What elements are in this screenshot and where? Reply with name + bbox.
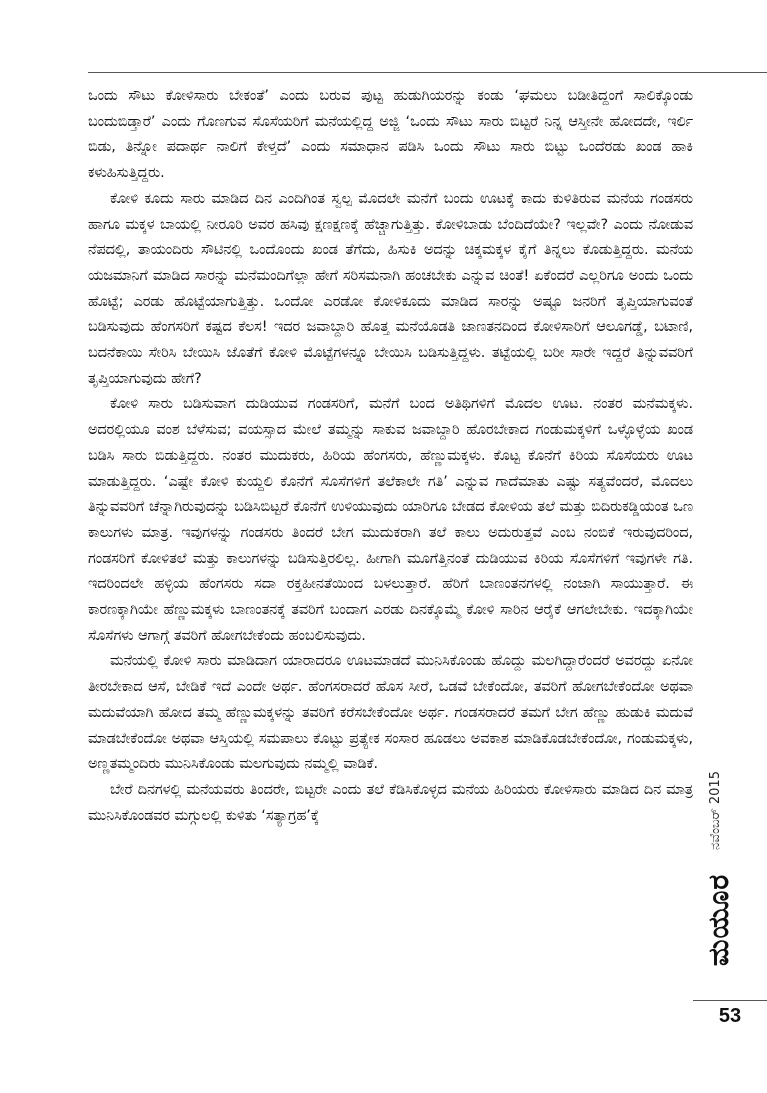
article-paragraph-5: ಬೇರೆ ದಿನಗಳಲ್ಲಿ ಮನೆಯವರು ತಿಂದರೇ, ಬಿಟ್ಟರೇ ಎಂದು ತಲೆ ಕೆಡಿಸಿಕೊಳ್ಳದ ಮನೆಯ ಹಿರಿಯರು ಕೋಳಿಸಾರು ಮಾಡಿದ ದಿನ ಮಾತ್ರ ಮುನಿಸಿಕೊಂಡವರ ಮಗ್ಗುಲಲ್ಲಿ ಕುಳಿತು ‘ಸತ್ಯಾಗ್ರಹ’ಕ್ಕೆ bbox=[88, 781, 693, 824]
page-number-rule bbox=[693, 1000, 767, 1001]
article-paragraph-1: ಒಂದು ಸೌಟು ಕೋಳಿಸಾರು ಬೇಕಂತೆ’ ಎಂದು ಬರುವ ಪುಟ್ಟ ಹುಡುಗಿಯರನ್ನು ಕಂಡು ‘ಘಮಲು ಬಡೀತಿದ್ದಂಗೆ ಸಾಲಿಕ್ಕೊಂಡು ಬಂದುಬಿಡ್ತಾರೆ’ ಎಂದು ಗೊಣಗುವ ಸೊಸೆಯರಿಗೆ ಮನೆಯಲ್ಲಿದ್ದ ಅಜ್ಜಿ ‘ಒಂದು ಸೌಟು ಸಾರು ಬಿಟ್ಟರೆ ನಿನ್ನ ಆಸ್ತೀನೇ ಹೋದದೇ, ಇರ್ಲಿ ಬಿಡು, ತಿನ್ನೋ ಪದಾರ್ಥ ನಾಲಿಗೆ ಕೇಳ್ತದೆ’ ಎಂದು ಸಮಾಧಾನ ಪಡಿಸಿ ಒಂದು ಸೌಟು ಸಾರು ಬಿಟ್ಟು ಒಂದೆರಡು ಖಂಡ ಹಾಕಿ ಕಳುಹಿಸುತ್ತಿದ್ದರು. bbox=[88, 88, 693, 182]
magazine-logo: ಮಯೂರ bbox=[702, 873, 735, 967]
article-paragraph-4: ಮನೆಯಲ್ಲಿ ಕೋಳಿ ಸಾರು ಮಾಡಿದಾಗ ಯಾರಾದರೂ ಊಟಮಾಡದೆ ಮುನಿಸಿಕೊಂಡು ಹೊದ್ದು ಮಲಗಿದ್ದಾರೆಂದರೆ ಅವರದ್ದು ಏನೋ ತೀರಬೇಕಾದ ಆಸೆ, ಬೇಡಿಕೆ ಇದೆ ಎಂದೇ ಅರ್ಥ. ಹೆಂಗಸರಾದರೆ ಹೊಸ ಸೀರೆ, ಒಡವೆ ಬೇಕೆಂದೋ, ತವರಿಗೆ ಹೋಗಬೇಕೆಂದೋ ಅಥವಾ ಮದುವೆಯಾಗಿ ಹೋದ ತಮ್ಮ ಹೆಣ್ಣುಮಕ್ಕಳನ್ನು ತವರಿಗೆ ಕರೆಸಬೇಕೆಂದೋ ಅರ್ಥ. ಗಂಡಸರಾದರೆ ತಮಗೆ ಬೇಗ ಹೆಣ್ಣು ಹುಡುಕಿ ಮದುವೆ ಮಾಡಬೇಕೆಂದೋ ಅಥವಾ ಆಸ್ತಿಯಲ್ಲಿ ಸಮಪಾಲು ಕೊಟ್ಟು ಪ್ರತ್ಯೇಕ ಸಂಸಾರ ಹೂಡಲು ಅವಕಾಶ ಮಾಡಿಕೊಡಬೇಕೆಂದೋ, ಗಂಡುಮಕ್ಕಳು, ಅಣ್ಣತಮ್ಮಂದಿರು ಮುನಿಸಿಕೊಂಡು ಮಲಗುವುದು ನಮ್ಮಲ್ಲಿ ವಾಡಿಕೆ. bbox=[88, 653, 693, 773]
article-paragraph-3: ಕೋಳಿ ಸಾರು ಬಡಿಸುವಾಗ ದುಡಿಯುವ ಗಂಡಸರಿಗೆ, ಮನೆಗೆ ಬಂದ ಅತಿಥಿಗಳಿಗೆ ಮೊದಲ ಊಟ. ನಂತರ ಮನೆಮಕ್ಕಳು. ಅದರಲ್ಲಿಯೂ ವಂಶ ಬೆಳೆಸುವ; ವಯಸ್ಸಾದ ಮೇಲೆ ತಮ್ಮನ್ನು ಸಾಕುವ ಜವಾಬ್ದಾರಿ ಹೊರಬೇಕಾದ ಗಂಡುಮಕ್ಕಳಿಗೆ ಒಳ್ಳೊಳ್ಳೆಯ ಖಂಡ ಬಡಿಸಿ ಸಾರು ಬಿಡುತ್ತಿದ್ದರು. ನಂತರ ಮುದುಕರು, ಹಿರಿಯ ಹೆಂಗಸರು, ಹೆಣ್ಣುಮಕ್ಕಳು. ಕೊಟ್ಟ ಕೊನೆಗೆ ಕಿರಿಯ ಸೊಸೆಯರು ಊಟ ಮಾಡುತ್ತಿದ್ದರು. ‘ಎಷ್ಟೇ ಕೋಳಿ ಕುಯ್ದಲಿ ಕೊನೆಗೆ ಸೊಸೆಗಳಿಗೆ ತಲೆಕಾಲೇ ಗತಿ’ ಎನ್ನುವ ಗಾದೆಮಾತು ಎಷ್ಟು ಸತ್ಯವೆಂದರೆ, ಮೊದಲು ತಿನ್ನುವವರಿಗೆ ಚೆನ್ನಾಗಿರುವುದನ್ನು ಬಡಿಸಿಬಿಟ್ಟರೆ ಕೊನೆಗೆ ಉಳಿಯುವುದು ಯಾರಿಗೂ ಬೇಡದ ಕೋಳಿಯ ತಲೆ ಮತ್ತು ಬಿದಿರುಕಡ್ಡಿಯಂತ ಒಣ ಕಾಲುಗಳು ಮಾತ್ರ. ಇವುಗಳನ್ನು ಗಂಡಸರು ತಿಂದರೆ ಬೇಗ ಮುದುಕರಾಗಿ ತಲೆ ಕಾಲು ಅದುರುತ್ತವೆ ಎಂಬ ನಂಬಿಕೆ ಇರುವುದರಿಂದ, ಗಂಡಸರಿಗೆ ಕೋಳಿತಲೆ ಮತ್ತು ಕಾಲುಗಳನ್ನು ಬಡಿಸುತ್ತಿರಲಿಲ್ಲ. ಹೀಗಾಗಿ ಮೂಗೆತ್ತಿನಂತೆ ದುಡಿಯುವ ಕಿರಿಯ ಸೊಸೆಗಳಿಗೆ ಇವುಗಳೇ ಗತಿ. ಇದರಿಂದಲೇ ಹಳ್ಳಿಯ ಹೆಂಗಸರು ಸದಾ ರಕ್ತಹೀನತೆಯಿಂದ ಬಳಲುತ್ತಾರೆ. ಹೆರಿಗೆ ಬಾಣಂತನಗಳಲ್ಲಿ ನಂಜಾಗಿ ಸಾಯುತ್ತಾರೆ. ಈ ಕಾರಣಕ್ಕಾಗಿಯೇ ಹೆಣ್ಣುಮಕ್ಕಳು ಬಾಣಂತನಕ್ಕೆ ತವರಿಗೆ ಬಂದಾಗ ಎರಡು ದಿನಕ್ಕೊಮ್ಮೆ ಕೋಳಿ ಸಾರಿನ ಆರೈಕೆ ಆಗಲೇಬೇಕು. ಇದಕ್ಕಾಗಿಯೇ ಸೊಸೆಗಳು ಆಗಾಗ್ಗೆ ತವರಿಗೆ ಹೋಗಬೇಕೆಂದು ಹಂಬಲಿಸುವುದು. bbox=[88, 396, 693, 644]
article-paragraph-2: ಕೋಳಿ ಕೂದು ಸಾರು ಮಾಡಿದ ದಿನ ಎಂದಿಗಿಂತ ಸ್ವಲ್ಪ ಮೊದಲೇ ಮನೆಗೆ ಬಂದು ಊಟಕ್ಕೆ ಕಾದು ಕುಳಿತಿರುವ ಮನೆಯ ಗಂಡಸರು ಹಾಗೂ ಮಕ್ಕಳ ಬಾಯಲ್ಲಿ ನೀರೂರಿ ಅವರ ಹಸಿವು ಕ್ಷಣಕ್ಷಣಕ್ಕೆ ಹೆಚ್ಚಾಗುತ್ತಿತ್ತು. ಕೋಳಿಬಾಡು ಬೆಂದಿದೆಯೇ? ಇಲ್ಲವೇ? ಎಂದು ನೋಡುವ ನೆಪದಲ್ಲಿ, ತಾಯಂದಿರು ಸೌಟಿನಲ್ಲಿ ಒಂದೊಂದು ಖಂಡ ತೆಗೆದು, ಹಿಸುಕಿ ಅದನ್ನು ಚಿಕ್ಕಮಕ್ಕಳ ಕೈಗೆ ತಿನ್ನಲು ಕೊಡುತ್ತಿದ್ದರು. ಮನೆಯ ಯಜಮಾನಿಗೆ ಮಾಡಿದ ಸಾರನ್ನು ಮನೆಮಂದಿಗೆಲ್ಲಾ ಹೇಗೆ ಸರಿಸಮನಾಗಿ ಹಂಚಬೇಕು ಎನ್ನುವ ಚಿಂತೆ! ಏಕೆಂದರೆ ಎಲ್ಲರಿಗೂ ಅಂದು ಒಂದು ಹೊಟ್ಟೆ; ಎರಡು ಹೊಟ್ಟೆಯಾಗುತ್ತಿತ್ತು. ಒಂದೋ ಎರಡೋ ಕೋಳಿಕೂದು ಮಾಡಿದ ಸಾರನ್ನು ಅಷ್ಟೂ ಜನರಿಗೆ ತೃಪ್ತಿಯಾಗುವಂತೆ ಬಡಿಸುವುದು ಹೆಂಗಸರಿಗೆ ಕಷ್ಟದ ಕೆಲಸ! ಇದರ ಜವಾಬ್ದಾರಿ ಹೊತ್ತ ಮನೆಯೊಡತಿ ಜಾಣತನದಿಂದ ಕೋಳಿಸಾರಿಗೆ ಆಲೂಗಡ್ಡೆ, ಬಟಾಣಿ, ಬದನೆಕಾಯಿ ಸೇರಿಸಿ ಬೇಯಿಸಿ ಜೊತೆಗೆ ಕೋಳಿ ಮೊಟ್ಟೆಗಳನ್ನೂ ಬೇಯಿಸಿ ಬಡಿಸುತ್ತಿದ್ದಳು. ತಟ್ಟೆಯಲ್ಲಿ ಬರೀ ಸಾರೇ ಇದ್ದರೆ ತಿನ್ನುವವರಿಗೆ ತೃಪ್ತಿಯಾಗುವುದು ಹೇಗೆ? bbox=[88, 190, 693, 387]
page-number: 53 bbox=[718, 1005, 742, 1027]
issue-date: ನವೆಂಬರ್ 2015 bbox=[708, 771, 723, 850]
article-body bbox=[88, 84, 693, 829]
top-rule bbox=[88, 72, 767, 73]
